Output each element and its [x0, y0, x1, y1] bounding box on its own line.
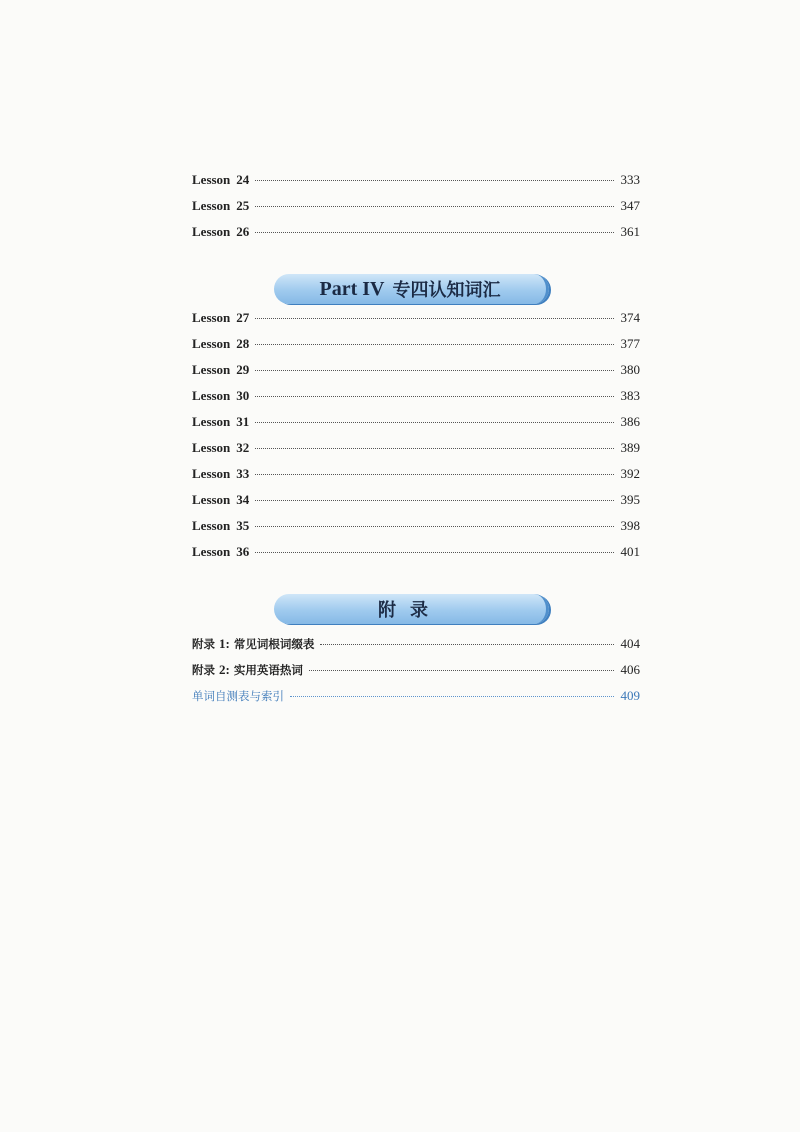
- toc-group-part4: [192, 305, 640, 565]
- page-number: 361: [620, 224, 640, 239]
- dot-leader: [255, 232, 614, 233]
- lesson-number: 28: [236, 336, 250, 351]
- lesson-number: 33: [236, 466, 250, 481]
- dot-leader: [255, 318, 614, 319]
- dot-leader: [320, 644, 614, 645]
- toc-group-appendix: [192, 631, 640, 709]
- toc-entry-lesson-33[interactable]: [192, 461, 640, 487]
- page-number: 406: [620, 662, 640, 677]
- dot-leader: [255, 344, 614, 345]
- page-number: 409: [620, 688, 640, 703]
- lesson-number: 25: [236, 198, 250, 213]
- lesson-word: Lesson: [192, 172, 231, 187]
- page-number: 383: [620, 388, 640, 403]
- dot-leader: [290, 696, 614, 697]
- appendix-banner: [274, 594, 549, 624]
- appendix-number: 1:: [219, 636, 230, 651]
- index-entry-title: 单词自测表与索引: [192, 689, 284, 703]
- page-number: 389: [620, 440, 640, 455]
- toc-entry-lesson-27[interactable]: [192, 305, 640, 331]
- dot-leader: [255, 474, 614, 475]
- page-number: 386: [620, 414, 640, 429]
- appendix-prefix: 附录: [192, 637, 215, 651]
- toc-entry-lesson-28[interactable]: [192, 331, 640, 357]
- appendix-entry-title: 实用英语热词: [233, 663, 303, 677]
- lesson-word: Lesson: [192, 414, 231, 429]
- dot-leader: [255, 180, 614, 181]
- toc-entry-lesson-36[interactable]: [192, 539, 640, 565]
- dot-leader: [309, 670, 614, 671]
- lesson-word: Lesson: [192, 466, 231, 481]
- toc-group-part3: [192, 167, 640, 245]
- lesson-number: 34: [236, 492, 250, 507]
- page-number: 392: [620, 466, 640, 481]
- dot-leader: [255, 448, 614, 449]
- part-4-latin-title: Part IV: [319, 277, 385, 300]
- lesson-number: 29: [236, 362, 250, 377]
- page-number: 380: [620, 362, 640, 377]
- toc-entry-lesson-35[interactable]: [192, 513, 640, 539]
- lesson-word: Lesson: [192, 518, 231, 533]
- lesson-number: 36: [236, 544, 250, 559]
- toc-entry-lesson-29[interactable]: [192, 357, 640, 383]
- part-4-cjk-title: 专四认知词汇: [392, 280, 501, 301]
- lesson-number: 32: [236, 440, 250, 455]
- toc-entry-lesson-34[interactable]: [192, 487, 640, 513]
- page-number: 395: [620, 492, 640, 507]
- page-number: 347: [620, 198, 640, 213]
- dot-leader: [255, 500, 614, 501]
- dot-leader: [255, 396, 614, 397]
- dot-leader: [255, 526, 614, 527]
- lesson-word: Lesson: [192, 492, 231, 507]
- dot-leader: [255, 552, 614, 553]
- toc-entry-appendix-2[interactable]: [192, 657, 640, 683]
- appendix-number: 2:: [219, 662, 230, 677]
- dot-leader: [255, 206, 614, 207]
- lesson-word: Lesson: [192, 440, 231, 455]
- lesson-word: Lesson: [192, 310, 231, 325]
- lesson-number: 31: [236, 414, 250, 429]
- lesson-number: 30: [236, 388, 250, 403]
- toc-entry-appendix-1[interactable]: [192, 631, 640, 657]
- toc-entry-lesson-26[interactable]: [192, 219, 640, 245]
- page-number: 374: [620, 310, 640, 325]
- lesson-number: 24: [236, 172, 250, 187]
- toc-entry-lesson-32[interactable]: [192, 435, 640, 461]
- toc-entry-lesson-25[interactable]: [192, 193, 640, 219]
- lesson-word: Lesson: [192, 388, 231, 403]
- toc-entry-lesson-24[interactable]: [192, 167, 640, 193]
- page-number: 401: [620, 544, 640, 559]
- lesson-word: Lesson: [192, 224, 231, 239]
- lesson-word: Lesson: [192, 544, 231, 559]
- dot-leader: [255, 370, 614, 371]
- appendix-title: 附录: [378, 600, 442, 621]
- appendix-prefix: 附录: [192, 663, 215, 677]
- lesson-word: Lesson: [192, 362, 231, 377]
- lesson-word: Lesson: [192, 198, 231, 213]
- lesson-number: 26: [236, 224, 250, 239]
- toc-entry-lesson-31[interactable]: [192, 409, 640, 435]
- page-number: 377: [620, 336, 640, 351]
- dot-leader: [255, 422, 614, 423]
- lesson-word: Lesson: [192, 336, 231, 351]
- page-number: 398: [620, 518, 640, 533]
- part-4-banner: [274, 274, 549, 304]
- appendix-entry-title: 常见词根词缀表: [233, 637, 315, 651]
- page-number: 333: [620, 172, 640, 187]
- toc-entry-word-index[interactable]: [192, 683, 640, 709]
- toc-entry-lesson-30[interactable]: [192, 383, 640, 409]
- page-number: 404: [620, 636, 640, 651]
- lesson-number: 35: [236, 518, 250, 533]
- lesson-number: 27: [236, 310, 250, 325]
